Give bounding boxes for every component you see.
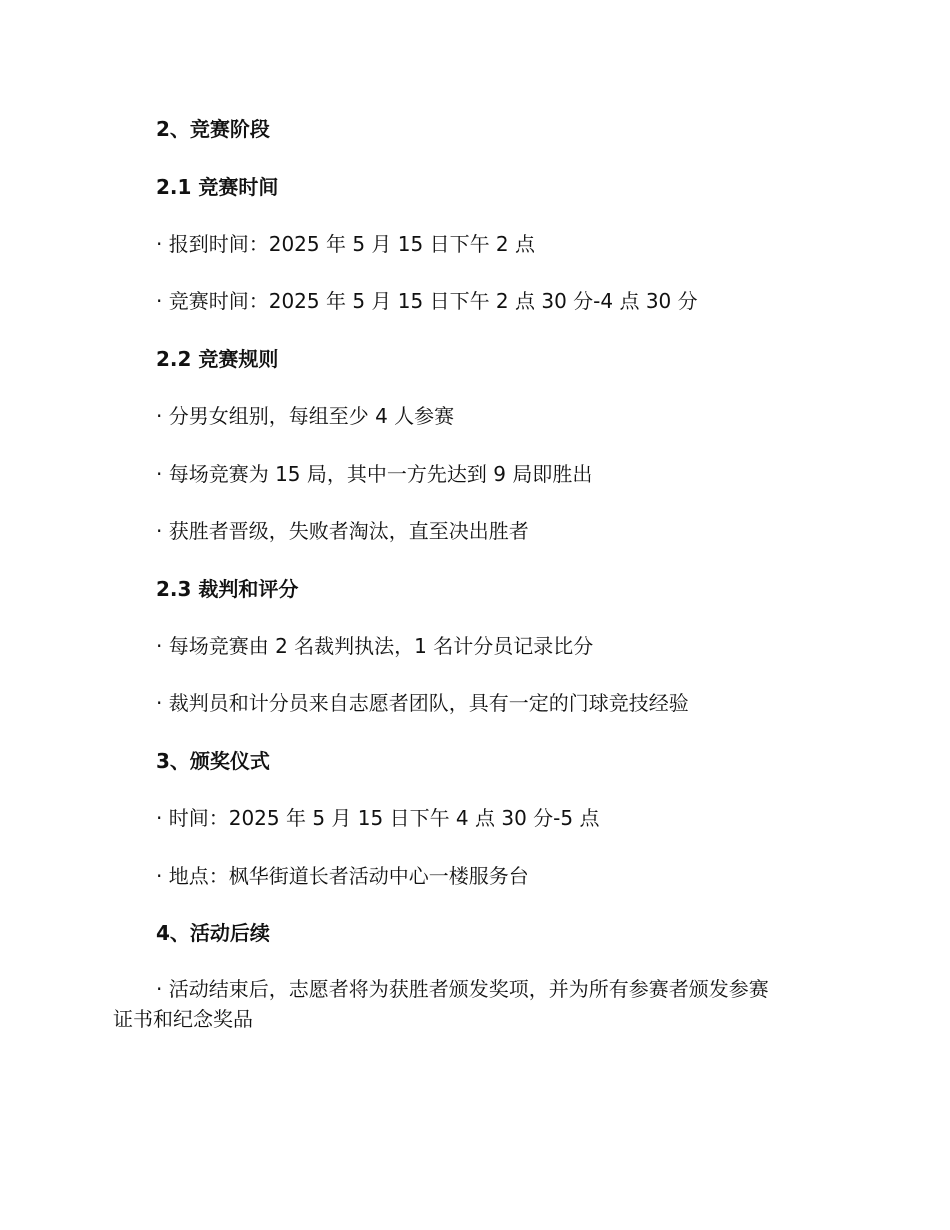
list-item: · 每场竞赛为 15 局，其中一方先达到 9 局即胜出 (156, 462, 593, 486)
section-4-heading: 4、活动后续 (156, 921, 270, 945)
section-3-heading: 3、颁奖仪式 (156, 749, 270, 773)
section-2-heading: 2、竞赛阶段 (156, 117, 270, 141)
list-item: · 报到时间：2025 年 5 月 15 日下午 2 点 (156, 232, 536, 256)
list-item: · 分男女组别，每组至少 4 人参赛 (156, 404, 455, 428)
paragraph-line: 证书和纪念奖品 (113, 1007, 253, 1031)
list-item: · 获胜者晋级，失败者淘汰，直至决出胜者 (156, 519, 529, 543)
section-4-paragraph (113, 974, 833, 1034)
section-2-2-heading: 2.2 竞赛规则 (156, 347, 279, 371)
list-item: · 地点：枫华街道长者活动中心一楼服务台 (156, 864, 529, 888)
list-item: · 每场竞赛由 2 名裁判执法，1 名计分员记录比分 (156, 634, 594, 658)
list-item: · 竞赛时间：2025 年 5 月 15 日下午 2 点 30 分-4 点 30 分 (156, 289, 698, 313)
paragraph-line: · 活动结束后，志愿者将为获胜者颁发奖项，并为所有参赛者颁发参赛 (156, 977, 769, 1001)
list-item: · 时间：2025 年 5 月 15 日下午 4 点 30 分-5 点 (156, 806, 600, 830)
list-item: · 裁判员和计分员来自志愿者团队，具有一定的门球竞技经验 (156, 691, 689, 715)
section-2-1-heading: 2.1 竞赛时间 (156, 175, 279, 199)
section-2-3-heading: 2.3 裁判和评分 (156, 577, 299, 601)
